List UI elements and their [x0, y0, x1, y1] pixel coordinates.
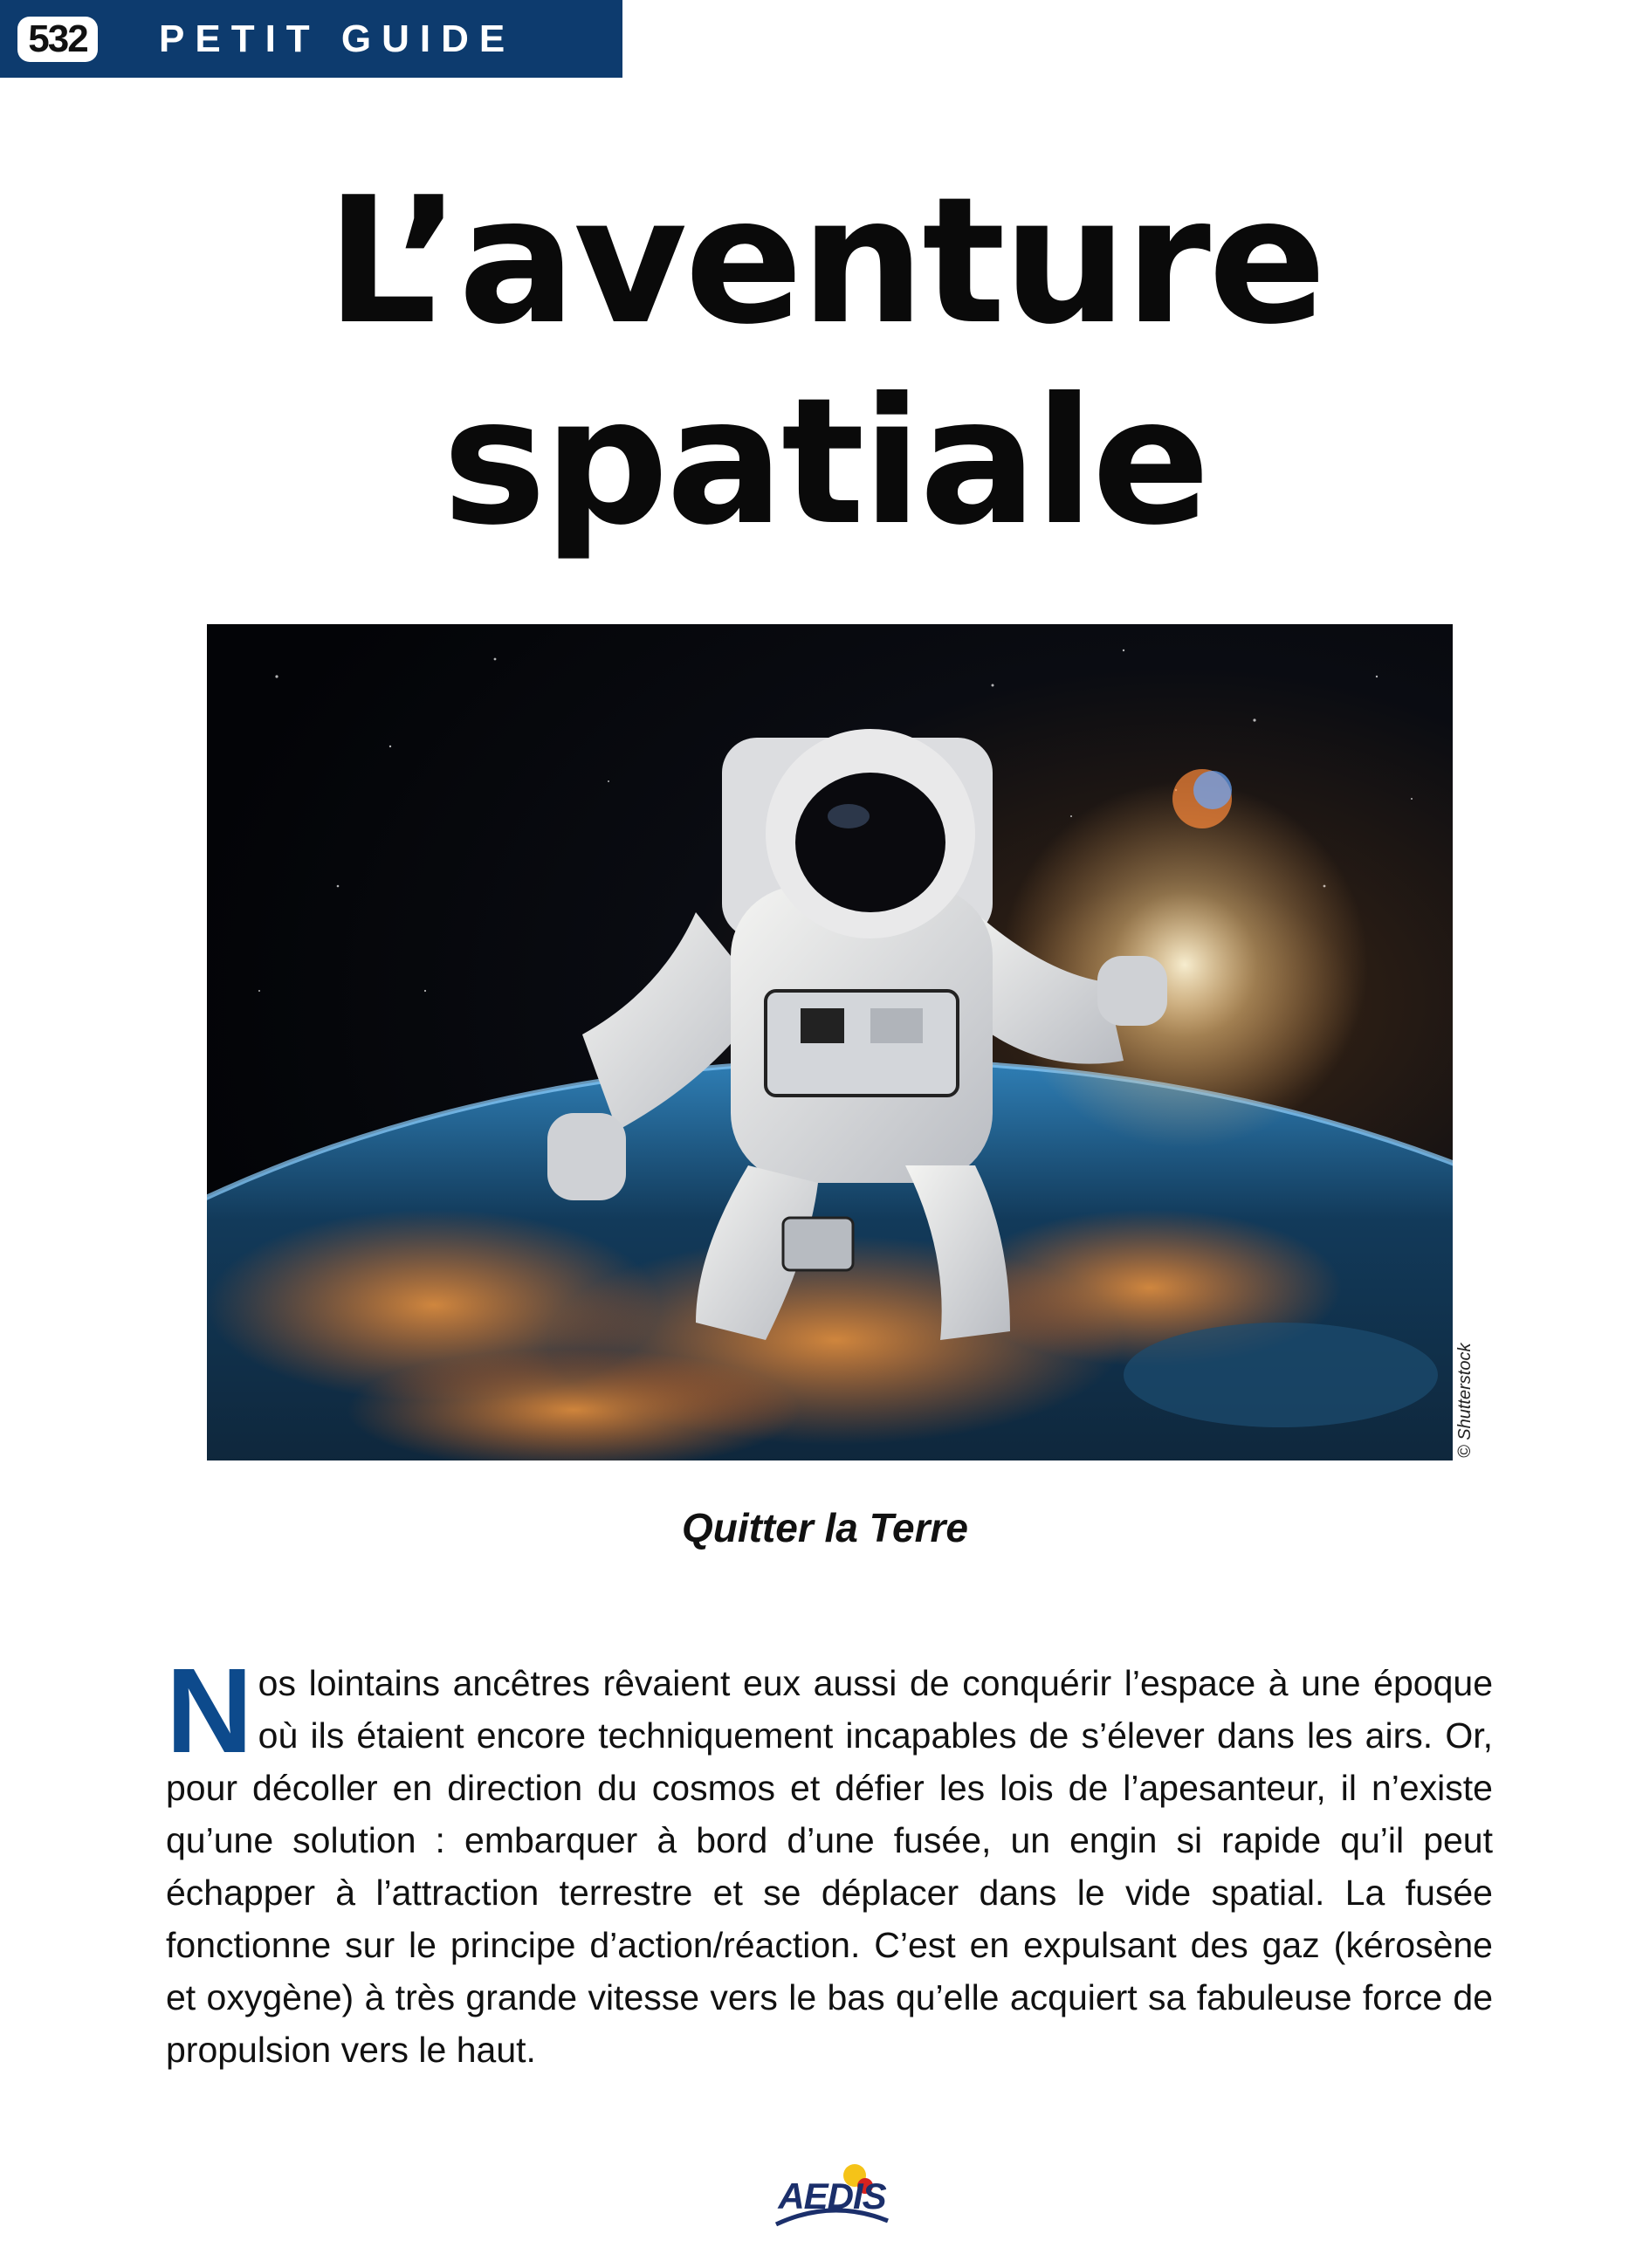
title-line-2: spatiale	[442, 361, 1208, 564]
drop-cap: N	[166, 1644, 253, 1778]
series-label: PETIT GUIDE	[159, 17, 516, 60]
section-subtitle: Quitter la Terre	[681, 1505, 969, 1550]
series-header-bar	[0, 0, 622, 78]
guide-number-badge: 532	[17, 17, 98, 62]
logo-text: AEDIS	[778, 2175, 886, 2216]
title-line-1: L’aventure	[326, 160, 1324, 363]
body-paragraph	[166, 1644, 1493, 2076]
astronaut-over-earth-illustration	[207, 624, 1453, 1460]
publisher-logo	[771, 2156, 893, 2235]
photo-credit: © Shutterstock	[1455, 1343, 1475, 1458]
body-text: os lointains ancêtres rêvaient eux aussi de conquérir l’espace à une époque où ils étaient encore techniquement incapables de s’élever dans les airs. Or, pour décoller en direction du cosmos et défier les lois de l’apesanteur, il n’existe qu’une solution : embarquer à bord d’une fusée, un engin si rapide qu’il peut échapper à l’attraction terrestre et se déplacer dans le vide spatial. La fusée fonctionne sur le principe d’action/réaction. C’est en expulsant des gaz (kérosène et oxygène) à très grande vitesse vers le bas qu’elle acquiert sa fabuleuse force de propulsion vers le haut.	[166, 1663, 1493, 2070]
page-title	[0, 162, 1650, 563]
cover-photo	[207, 624, 1453, 1460]
